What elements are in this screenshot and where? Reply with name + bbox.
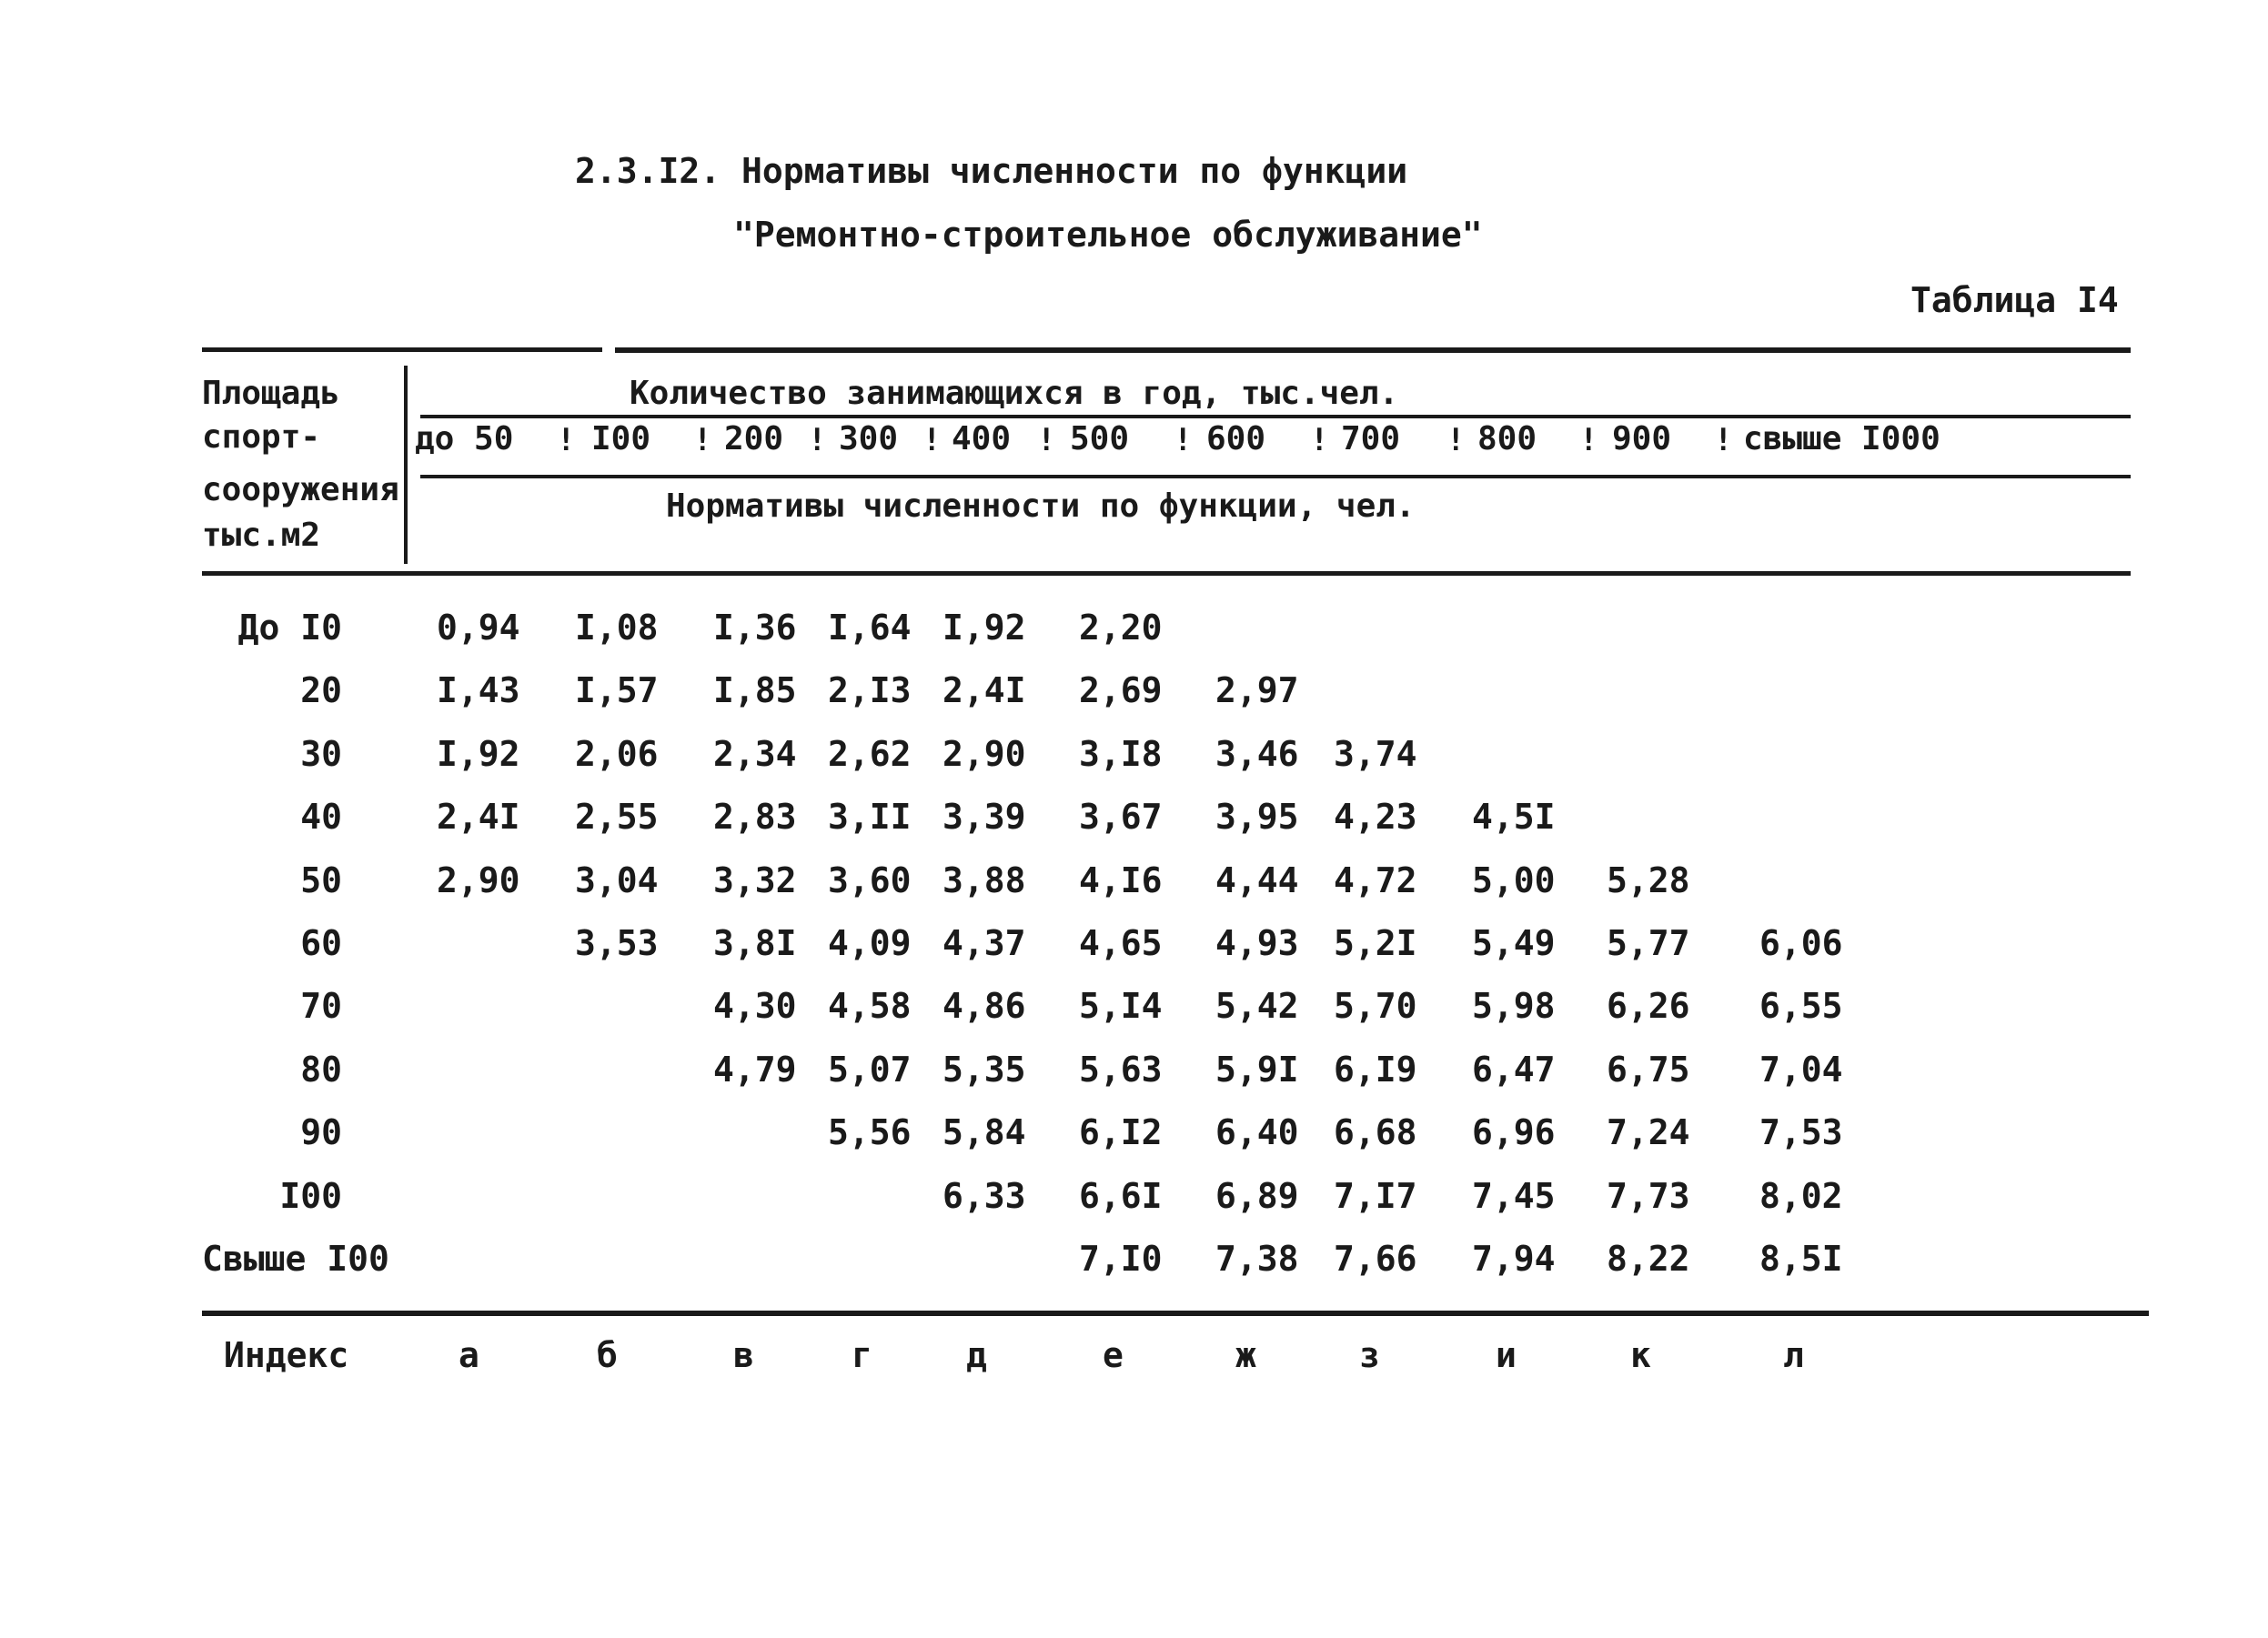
- table-cell: I,08: [575, 608, 659, 648]
- table-cell: 7,66: [1334, 1239, 1417, 1279]
- col-header-9: 800: [1477, 420, 1537, 457]
- col-header-1: до 50: [415, 420, 514, 457]
- table-cell: I,85: [713, 670, 797, 710]
- table-cell: 3,8I: [713, 923, 797, 963]
- table-cell: 7,I0: [1079, 1239, 1163, 1279]
- table-cell: 6,33: [942, 1176, 1026, 1216]
- table-cell: 6,I2: [1079, 1112, 1163, 1152]
- table-cell: 4,I6: [1079, 860, 1163, 900]
- table-cell: 6,68: [1334, 1112, 1417, 1152]
- table-cell: 2,90: [942, 734, 1026, 774]
- col-separator: !: [557, 422, 576, 458]
- table-cell: 2,20: [1079, 608, 1163, 648]
- col-header-4: 300: [839, 420, 899, 457]
- table-cell: 5,49: [1472, 923, 1556, 963]
- table-cell: 7,38: [1215, 1239, 1299, 1279]
- index-cell: з: [1359, 1335, 1380, 1375]
- table-cell: 2,34: [713, 734, 797, 774]
- col-header-5: 400: [952, 420, 1012, 457]
- index-cell: а: [459, 1335, 479, 1375]
- table-cell: 6,89: [1215, 1176, 1299, 1216]
- table-cell: 8,02: [1759, 1176, 1843, 1216]
- col-separator: !: [1446, 422, 1466, 458]
- table-cell: 2,4I: [437, 797, 520, 837]
- table-cell: 5,28: [1607, 860, 1690, 900]
- table-cell: 3,46: [1215, 734, 1299, 774]
- table-cell: 8,22: [1607, 1239, 1690, 1279]
- row-label: 90: [300, 1112, 342, 1152]
- table-cell: 6,06: [1759, 923, 1843, 963]
- index-cell: д: [966, 1335, 987, 1375]
- col-header-10: 900: [1612, 420, 1672, 457]
- table-cell: 3,39: [942, 797, 1026, 837]
- col-separator: !: [922, 422, 942, 458]
- header-vertical-bar: [404, 366, 408, 564]
- table-cell: 7,45: [1472, 1176, 1556, 1216]
- table-cell: 3,67: [1079, 797, 1163, 837]
- table-cell: 4,37: [942, 923, 1026, 963]
- col-separator: !: [1714, 422, 1733, 458]
- table-cell: 2,4I: [942, 670, 1026, 710]
- col-separator: !: [1579, 422, 1598, 458]
- table-cell: 3,04: [575, 860, 659, 900]
- area-label-line4: тыс.м2: [202, 517, 321, 554]
- table-cell: 5,9I: [1215, 1050, 1299, 1090]
- table-cell: 7,24: [1607, 1112, 1690, 1152]
- index-cell: и: [1496, 1335, 1517, 1375]
- sub-header: Нормативы численности по функции, чел.: [666, 487, 1416, 525]
- row-label: Свыше I00: [202, 1239, 389, 1279]
- table-cell: 8,5I: [1759, 1239, 1843, 1279]
- table-cell: 2,69: [1079, 670, 1163, 710]
- table-cell: 2,62: [828, 734, 912, 774]
- table-cell: 6,26: [1607, 986, 1690, 1026]
- table-cell: 4,09: [828, 923, 912, 963]
- row-label: 40: [300, 797, 342, 837]
- table-cell: 3,60: [828, 860, 912, 900]
- table-cell: 2,55: [575, 797, 659, 837]
- row-label: 50: [300, 860, 342, 900]
- table-cell: 6,I9: [1334, 1050, 1417, 1090]
- index-label: Индекс: [224, 1335, 349, 1375]
- row-label: До I0: [237, 608, 342, 648]
- section-title: 2.3.I2. Нормативы численности по функции: [575, 151, 1408, 191]
- index-cell: в: [733, 1335, 754, 1375]
- table-cell: 7,04: [1759, 1050, 1843, 1090]
- table-cell: 2,83: [713, 797, 797, 837]
- col-separator: !: [1174, 422, 1193, 458]
- table-cell: 4,65: [1079, 923, 1163, 963]
- col-header-3: 200: [724, 420, 784, 457]
- table-cell: 5,42: [1215, 986, 1299, 1026]
- table-cell: 6,6I: [1079, 1176, 1163, 1216]
- index-cell: г: [852, 1335, 872, 1375]
- table-cell: 6,47: [1472, 1050, 1556, 1090]
- col-header-2: I00: [591, 420, 651, 457]
- table-cell: 3,I8: [1079, 734, 1163, 774]
- table-cell: 4,58: [828, 986, 912, 1026]
- row-label: I00: [279, 1176, 342, 1216]
- table-cell: I,36: [713, 608, 797, 648]
- col-header-7: 600: [1206, 420, 1266, 457]
- top-rule-left: [202, 347, 602, 352]
- table-cell: 6,96: [1472, 1112, 1556, 1152]
- table-number: Таблица I4: [1910, 280, 2119, 320]
- table-cell: I,43: [437, 670, 520, 710]
- section-subtitle: "Ремонтно-строительное обслуживание": [733, 215, 1483, 255]
- table-cell: 5,07: [828, 1050, 912, 1090]
- table-cell: 3,53: [575, 923, 659, 963]
- table-cell: 5,84: [942, 1112, 1026, 1152]
- row-label: 60: [300, 923, 342, 963]
- index-cell: б: [597, 1335, 618, 1375]
- table-cell: 3,95: [1215, 797, 1299, 837]
- table-cell: 7,53: [1759, 1112, 1843, 1152]
- table-cell: 4,23: [1334, 797, 1417, 837]
- area-label-line1: Площадь: [202, 375, 340, 412]
- col-separator: !: [808, 422, 827, 458]
- table-cell: 7,94: [1472, 1239, 1556, 1279]
- table-cell: I,57: [575, 670, 659, 710]
- columns-underline: [420, 475, 2131, 478]
- table-cell: 4,5I: [1472, 797, 1556, 837]
- col-separator: !: [1037, 422, 1056, 458]
- table-cell: 5,56: [828, 1112, 912, 1152]
- group-header: Количество занимающихся в год, тыс.чел.: [630, 375, 1399, 412]
- table-cell: 3,II: [828, 797, 912, 837]
- row-label: 30: [300, 734, 342, 774]
- table-cell: 5,77: [1607, 923, 1690, 963]
- table-cell: 6,40: [1215, 1112, 1299, 1152]
- table-cell: 4,44: [1215, 860, 1299, 900]
- table-cell: 5,I4: [1079, 986, 1163, 1026]
- table-cell: 2,I3: [828, 670, 912, 710]
- table-cell: 7,I7: [1334, 1176, 1417, 1216]
- table-cell: 7,73: [1607, 1176, 1690, 1216]
- table-cell: 3,32: [713, 860, 797, 900]
- index-cell: л: [1783, 1335, 1804, 1375]
- table-cell: 6,75: [1607, 1050, 1690, 1090]
- table-cell: 6,55: [1759, 986, 1843, 1026]
- table-cell: 5,2I: [1334, 923, 1417, 963]
- row-label: 80: [300, 1050, 342, 1090]
- table-cell: I,92: [942, 608, 1026, 648]
- col-header-8: 700: [1341, 420, 1401, 457]
- table-cell: I,92: [437, 734, 520, 774]
- index-cell: е: [1103, 1335, 1124, 1375]
- col-separator: !: [693, 422, 712, 458]
- table-cell: 5,00: [1472, 860, 1556, 900]
- group-underline: [420, 415, 2131, 418]
- table-cell: 2,90: [437, 860, 520, 900]
- table-cell: 4,79: [713, 1050, 797, 1090]
- table-cell: 5,70: [1334, 986, 1417, 1026]
- table-cell: 5,35: [942, 1050, 1026, 1090]
- table-cell: I,64: [828, 608, 912, 648]
- area-label-line3: сооружения: [202, 471, 399, 508]
- table-cell: 5,63: [1079, 1050, 1163, 1090]
- table-cell: 3,74: [1334, 734, 1417, 774]
- table-cell: 4,30: [713, 986, 797, 1026]
- body-bottom-rule: [202, 1311, 2149, 1316]
- header-bottom-rule: [202, 571, 2131, 576]
- col-header-11: свыше I000: [1743, 420, 1940, 457]
- table-cell: 4,72: [1334, 860, 1417, 900]
- table-cell: 2,06: [575, 734, 659, 774]
- table-cell: 4,86: [942, 986, 1026, 1026]
- table-cell: 4,93: [1215, 923, 1299, 963]
- row-label: 20: [300, 670, 342, 710]
- table-cell: 0,94: [437, 608, 520, 648]
- area-label-line2: спорт-: [202, 418, 321, 456]
- index-cell: ж: [1235, 1335, 1256, 1375]
- top-rule-right: [615, 347, 2131, 353]
- col-separator: !: [1310, 422, 1329, 458]
- table-cell: 2,97: [1215, 670, 1299, 710]
- table-cell: 5,98: [1472, 986, 1556, 1026]
- row-label: 70: [300, 986, 342, 1026]
- table-cell: 3,88: [942, 860, 1026, 900]
- col-header-6: 500: [1070, 420, 1130, 457]
- index-cell: к: [1630, 1335, 1651, 1375]
